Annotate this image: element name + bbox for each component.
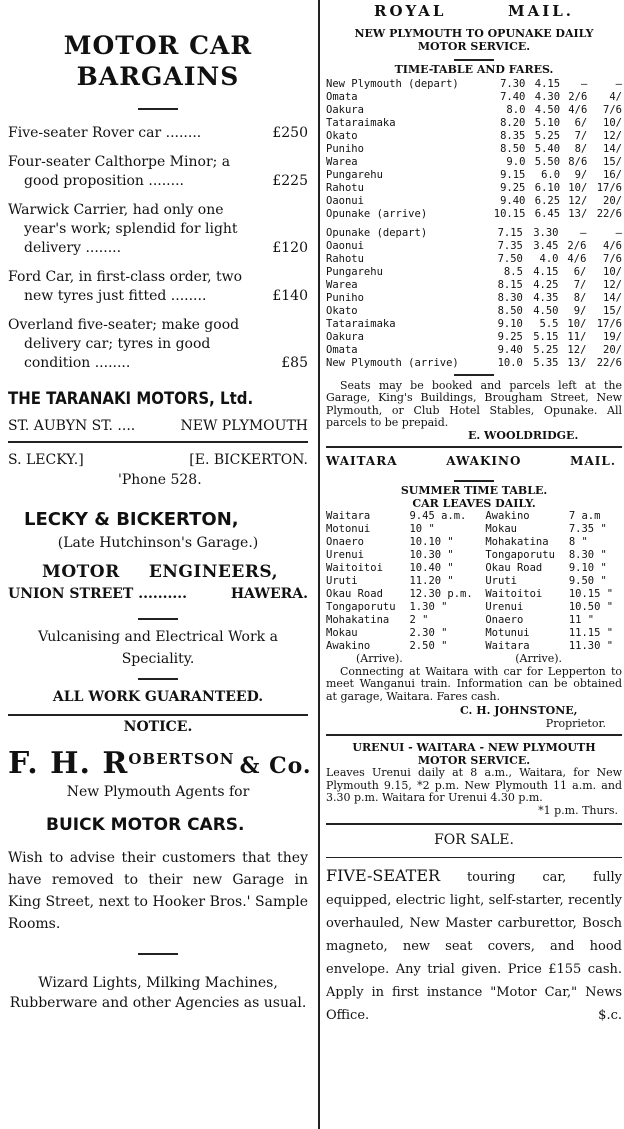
timetable-cell: 4/ [609,90,622,103]
royal-table-title: TIME-TABLE AND FARES. [394,63,554,76]
divider [326,857,622,858]
stop-name: Tataraimaka [326,317,396,330]
timetable-cell: — [615,226,622,239]
stop-name: Oaonui [326,239,364,252]
urenui-body: Leaves Urenui daily at 8 a.m., Waitara, for New Plymouth 9.15, *2 p.m. New Plymouth 11 a.m. and 3.30 p.m. Waitara for Urenui 4.30 p.m. [326,766,622,804]
bargain-price: £250 [272,125,308,141]
firm-surname: OBERTSON [128,750,235,768]
royal-outbound-table [326,78,622,221]
timetable-cell: 6.25 [534,194,561,207]
timetable-cell: 11/ [567,330,587,343]
timetable-row [326,562,622,575]
timetable-cell: 7/ [573,278,587,291]
timetable-cell: 7.15 [497,226,523,239]
stop-name: Okau Road [485,562,543,574]
departure-time: 10.40 " [409,562,454,574]
timetable-cell: 4/6 [568,103,588,116]
royal-mail-route: NEW PLYMOUTH TO OPUNAKE DAILY MOTOR SERVICE. [354,27,594,53]
phone-number: 'Phone 528. [118,472,202,488]
departure-time: 10.50 " [568,601,614,613]
bargain-text-cont: year's work; splendid for light delivery ........ [24,221,238,256]
departure-time: 8.30 " [568,549,607,561]
bargain-price: £225 [272,173,308,189]
timetable-row [326,601,622,614]
stop-name: Oaonui [326,194,364,207]
stop-name: Okato [326,129,358,142]
timetable-cell: 8.30 [497,291,523,304]
timetable-cell: 9.0 [506,155,526,168]
agencies: Wizard Lights, Milking Machines, Rubberware and other Agencies as usual. [9,975,307,1011]
bargain-text: Warwick Carrier, had only one [8,202,224,218]
stop-name: Waitara [485,640,530,652]
bargain-price: £85 [281,355,308,371]
timetable-cell: 6/ [573,265,587,278]
timetable-cell: 13/ [567,356,587,369]
timetable-row [326,510,622,523]
departure-time: 2 " [409,614,429,626]
timetable-row [326,266,622,279]
arrive-left: (Arrive). [356,652,403,665]
company-name: THE TARANAKI MOTORS, Ltd. [8,389,254,409]
firm-name: LECKY & BICKERTON, [24,509,239,530]
stop-name: Mokau [485,523,517,535]
urenui-thurs: *1 p.m. Thurs. [538,803,618,817]
timetable-cell: 14/ [603,291,622,304]
for-sale-lead: FIVE-SEATER [326,866,441,885]
stop-name: Urenui [326,549,364,561]
royal-proprietor: E. WOOLDRIDGE. [468,428,579,442]
divider [8,714,308,716]
divider [326,446,622,448]
timetable-cell: 7/ [574,129,588,142]
timetable-cell: 9.25 [500,181,526,194]
partner-bickerton: [E. BICKERTON. [189,452,308,468]
timetable-cell: 4.30 [534,90,561,103]
bargain-text: Overland five-seater; make good [8,317,240,333]
stop-name: Opunake (depart) [326,226,428,239]
timetable-cell: 12/ [567,343,587,356]
timetable-cell: 9/ [574,168,588,181]
stop-name: Mohakatina [326,614,390,626]
arrive-line [326,653,622,666]
timetable-cell: 12/ [603,278,622,291]
for-sale-body [326,864,622,1027]
departure-time: 10.10 " [409,536,454,548]
stop-name: Tongaporutu [485,549,555,561]
timetable-cell: 7.50 [497,252,523,265]
timetable-row [326,292,622,305]
timetable-cell: 6.10 [534,181,561,194]
timetable-cell: 5.40 [534,142,561,155]
stop-name: Onaero [485,614,524,626]
departure-time: 9.50 " [568,575,607,587]
timetable-cell: 3.30 [533,226,559,239]
bargain-price: £120 [272,240,308,256]
departure-time: 7 a.m [568,510,601,522]
timetable-cell: 9.40 [497,343,523,356]
stop-name: Warea [326,278,358,291]
stop-name: Uruti [326,575,358,587]
timetable-row [326,91,622,104]
royal-word: ROYAL [374,2,447,20]
timetable-cell: 4.0 [539,252,559,265]
departure-time: 11.20 " [409,575,454,587]
timetable-cell: 20/ [603,194,622,207]
royal-mail-heading [326,2,622,20]
timetable-cell: — [580,226,587,239]
timetable-row [326,240,622,253]
mail-word: MAIL. [507,2,574,20]
for-sale-code: $.c. [598,1008,622,1023]
stop-name: Waitoitoi [326,562,383,574]
timetable-cell: 8.50 [497,304,523,317]
lecky-street: UNION STREET .......... [8,586,187,602]
timetable-row [326,117,622,130]
timetable-row [326,78,622,91]
departure-time: 9.10 " [568,562,607,574]
timetable-row [326,627,622,640]
timetable-cell: — [615,77,622,90]
timetable-cell: 15/ [603,155,622,168]
agents-line: New Plymouth Agents for [66,784,250,800]
stop-name: Oakura [326,330,364,343]
timetable-row [326,253,622,266]
royal-mail-ad [326,2,622,442]
waitara-note: Connecting at Waitara with car for Lepperton to meet Wanganui train. Information can be obtained at garage, Waitara. Fares cash. [326,664,622,703]
summer-title: SUMMER TIME TABLE. [400,484,548,497]
timetable-cell: 9/ [573,304,587,317]
departure-time: 8 " [568,536,588,548]
waitara-proprietor: C. H. JOHNSTONE, [460,704,578,717]
for-sale-heading: FOR SALE. [434,832,514,848]
timetable-cell: 5.10 [534,116,561,129]
timetable-cell: 7.40 [500,90,526,103]
stop-name: Oakura [326,103,364,116]
address-town: NEW PLYMOUTH [180,418,308,434]
stop-name: Waitara [326,510,371,522]
divider [138,618,178,620]
timetable-row [326,357,622,370]
timetable-row [326,614,622,627]
lecky-address [8,586,308,602]
departure-time: 11.15 " [568,627,614,639]
timetable-cell: 7/6 [603,103,622,116]
departure-time: 2.30 " [409,627,448,639]
timetable-cell: 10.0 [497,356,523,369]
timetable-cell: 10/ [567,317,587,330]
urenui-heading: URENUI - WAITARA - NEW PLYMOUTH MOTOR SERVICE. [352,741,596,767]
divider [454,374,494,376]
timetable-cell: 6.0 [541,168,561,181]
timetable-cell: 4.15 [534,77,561,90]
timetable-cell: 7.35 [497,239,523,252]
bargains-title: MOTOR CAR BARGAINS [63,31,253,91]
divider [138,108,178,110]
address-street: ST. AUBYN ST. .... [8,418,136,434]
timetable-row [326,130,622,143]
bargain-item [8,124,308,143]
stop-name: Onaero [326,536,364,548]
timetable-cell: 8.35 [500,129,526,142]
divider [138,678,178,680]
timetable-cell: 7.30 [500,77,526,90]
car-leaves: CAR LEAVES DAILY. [412,496,536,510]
timetable-cell: 5.15 [533,330,559,343]
timetable-row [326,182,622,195]
stop-name: Uruti [485,575,517,587]
right-column [318,0,624,1129]
stop-name: Omata [326,343,358,356]
stop-name: Mokau [326,627,358,639]
partners-line [8,451,308,469]
timetable-cell: 8/ [574,142,588,155]
divider [326,734,622,736]
timetable-cell: 8/ [573,291,587,304]
stop-name: Puniho [326,291,364,304]
timetable-cell: 10.15 [493,207,526,220]
timetable-cell: 7/6 [603,252,622,265]
bargain-text: Four-seater Calthorpe Minor; a [8,154,231,170]
timetable-cell: 9.10 [497,317,523,330]
stop-name: Motunui [485,627,530,639]
timetable-cell: 5.25 [533,343,559,356]
stop-name: Omata [326,90,358,103]
stop-name: Pungarehu [326,265,383,278]
waitara-proprietor-title: Proprietor. [545,716,606,730]
bargain-item [8,201,308,258]
timetable-cell: 2/6 [568,90,588,103]
timetable-cell: 5.25 [534,129,561,142]
timetable-cell: 12/ [603,129,622,142]
timetable-cell: 5.35 [533,356,559,369]
bargain-item [8,268,308,306]
timetable-cell: 8.15 [497,278,523,291]
divider [326,823,622,825]
waitara-table [326,510,622,653]
timetable-cell: 6/ [574,116,588,129]
bargain-text-cont: delivery car; tyres in good condition ........ [24,336,211,371]
timetable-row [326,549,622,562]
stop-name: Rahotu [326,252,364,265]
waitara-awakino-ad [326,454,622,730]
timetable-cell: 17/6 [596,317,622,330]
timetable-row [326,227,622,240]
stop-name: Motonui [326,523,371,535]
timetable-row [326,536,622,549]
departure-time: 9.45 a.m. [409,510,467,522]
bargain-item [8,153,308,191]
stop-name: Awakino [326,640,371,652]
partner-lecky: S. LECKY.] [8,452,84,468]
motor-word: MOTOR [42,562,120,582]
urenui-ad [326,742,622,817]
timetable-row [326,104,622,117]
stop-name: Tongaporutu [326,601,396,613]
timetable-cell: 8.50 [500,142,526,155]
specialty: Vulcanising and Electrical Work a Speciality. [38,629,278,667]
timetable-row [326,208,622,221]
firm-initials: F. H. R [8,746,129,781]
stop-name: Tataraimaka [326,116,396,129]
arrive-right: (Arrive). [515,652,562,665]
divider [8,441,308,443]
timetable-cell: 4.25 [533,278,559,291]
bargain-list [8,124,308,373]
timetable-cell: 14/ [603,142,622,155]
bargains-ad [8,30,308,435]
timetable-cell: 4.50 [534,103,561,116]
stop-name: Urenui [485,601,524,613]
timetable-cell: 10/ [568,181,588,194]
lecky-town: HAWERA. [230,586,308,602]
buick-heading: BUICK MOTOR CARS. [46,815,245,835]
timetable-row [326,169,622,182]
timetable-row [326,143,622,156]
timetable-row [326,331,622,344]
timetable-row [326,344,622,357]
awakino-word: AWAKINO [446,454,522,468]
stop-name: Mohakatina [485,536,549,548]
timetable-row [326,523,622,536]
timetable-cell: 22/6 [596,356,622,369]
stop-name: Okau Road [326,588,383,600]
bargain-text-cont: new tyres just fitted ........ [24,288,207,304]
timetable-cell: 9.40 [500,194,526,207]
waitara-heading [326,454,622,468]
stop-name: Puniho [326,142,364,155]
timetable-row [326,279,622,292]
bargain-text-cont: good proposition ........ [24,173,184,189]
stop-name: Warea [326,155,358,168]
robertson-firm [8,746,312,781]
stop-name: New Plymouth (arrive) [326,356,459,369]
timetable-cell: 8/6 [568,155,588,168]
lecky-bickerton-ad [8,451,308,706]
stop-name: New Plymouth (depart) [326,77,459,90]
timetable-cell: 12/ [568,194,588,207]
bargain-text: Five-seater Rover car ........ [8,125,202,141]
timetable-cell: 8.20 [500,116,526,129]
departure-time: 12.30 p.m. [409,588,473,600]
departure-time: 10.30 " [409,549,454,561]
bargain-text: Ford Car, in first-class order, two [8,269,243,285]
timetable-cell: 4/6 [567,252,587,265]
engineers-word: ENGINEERS, [148,562,278,582]
bargain-item [8,316,308,373]
stop-name: Okato [326,304,358,317]
departure-time: 10.15 " [568,588,614,600]
timetable-cell: 3.45 [533,239,559,252]
timetable-cell: 6.45 [534,207,561,220]
departure-time: 7.35 " [568,523,607,535]
timetable-cell: 13/ [568,207,588,220]
robertson-body: Wish to advise their customers that they have removed to their new Garage in King Street, next to Hooker Bros.' Sample Rooms. [8,850,308,932]
timetable-cell: 4.15 [533,265,559,278]
stop-name: Opunake (arrive) [326,207,428,220]
timetable-cell: 4/6 [603,239,622,252]
timetable-cell: 20/ [603,343,622,356]
timetable-cell: 5.50 [534,155,561,168]
robertson-ad [8,718,312,1013]
timetable-cell: 5.5 [539,317,559,330]
firm-company: & Co. [239,753,312,779]
stop-name: Awakino [485,510,530,522]
timetable-cell: 9.25 [497,330,523,343]
divider [454,480,494,482]
stop-name: Pungarehu [326,168,383,181]
timetable-cell: 8.5 [503,265,523,278]
waitara-mail-word: MAIL. [570,454,616,468]
departure-time: 2.50 " [409,640,448,652]
timetable-cell: 15/ [603,304,622,317]
divider [138,953,178,955]
motor-engineers [8,562,308,582]
timetable-cell: 16/ [603,168,622,181]
for-sale-text: touring car, fully equipped, electric light, self-starter, recently overhauled, New Master carburettor, Bosch magneto, new seat covers, and hood envelope. Any trial given. Price £155 cash. Apply in first instance "Motor Car," News Office. [326,870,622,1023]
notice-heading: NOTICE. [123,719,193,735]
for-sale-ad [326,831,622,1027]
timetable-cell: 22/6 [596,207,622,220]
timetable-row [326,156,622,169]
timetable-row [326,305,622,318]
stop-name: Waitoitoi [485,588,543,600]
stop-name: Rahotu [326,181,364,194]
timetable-cell: 9.15 [500,168,526,181]
timetable-row [326,318,622,331]
timetable-row [326,195,622,208]
timetable-cell: 2/6 [567,239,587,252]
company-address [8,417,308,435]
timetable-row [326,575,622,588]
royal-inbound-table [326,227,622,370]
departure-time: 1.30 " [409,601,448,613]
timetable-cell: 4.35 [533,291,559,304]
departure-time: 11.30 " [568,640,614,652]
timetable-cell: 8.0 [506,103,526,116]
timetable-row [326,588,622,601]
timetable-cell: 17/6 [596,181,622,194]
timetable-cell: 19/ [603,330,622,343]
departure-time: 11 " [568,614,595,626]
divider [454,59,494,61]
waitara-word: WAITARA [326,454,398,468]
bargain-price: £140 [272,288,308,304]
guarantee: ALL WORK GUARANTEED. [52,689,264,705]
former-name: (Late Hutchinson's Garage.) [57,535,259,551]
timetable-cell: 4.50 [533,304,559,317]
timetable-cell: 10/ [603,265,622,278]
timetable-cell: — [580,77,588,90]
timetable-cell: 10/ [603,116,622,129]
royal-booking: Seats may be booked and parcels left at the Garage, King's Buildings, Brougham Street, New Plymouth, or Club Hotel Stables, Opunake. All parcels to be prepaid. [326,378,622,429]
departure-time: 10 " [409,523,435,535]
